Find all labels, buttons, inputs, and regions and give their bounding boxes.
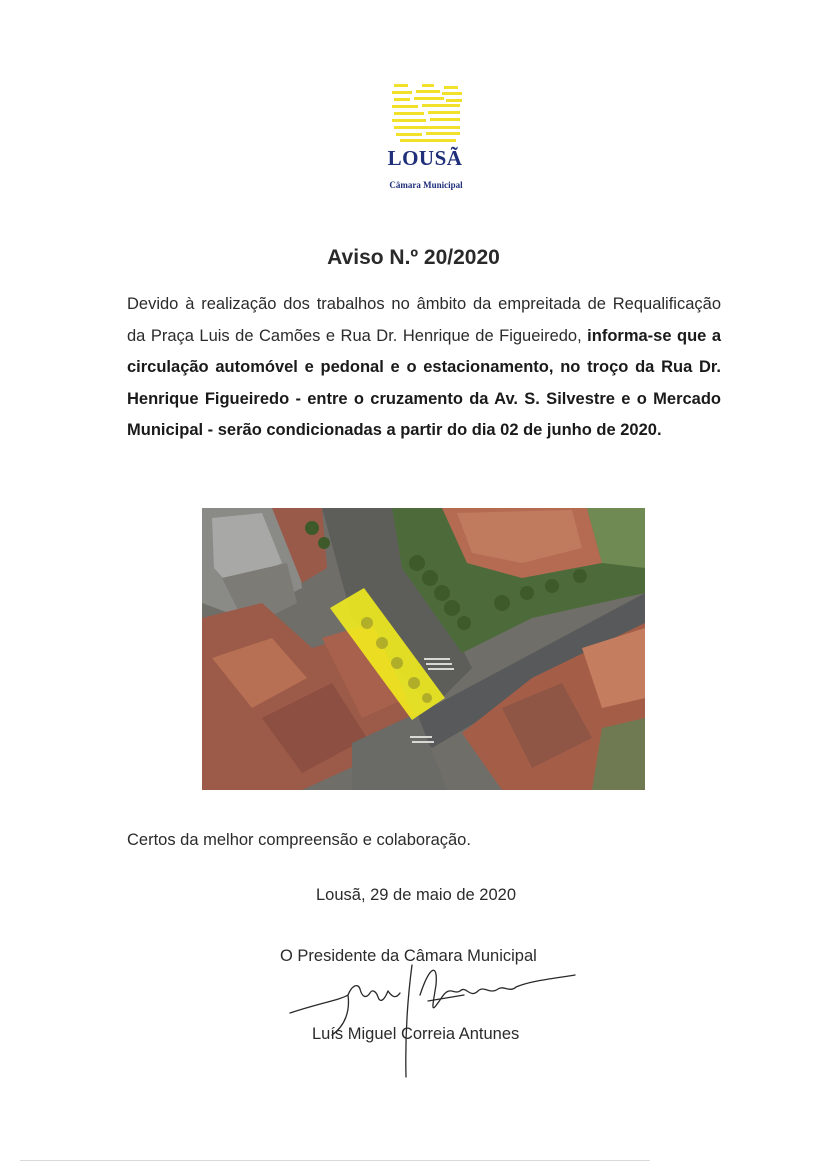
signatory-role: O Presidente da Câmara Municipal — [280, 947, 537, 965]
aerial-map-image — [202, 508, 645, 790]
handwritten-signature — [280, 955, 590, 1080]
paragraph-intro: Devido à realização dos trabalhos no âmbito da empreitada de Requalificação da Praça Luis de Camões e Rua Dr. Henrique de Figueiredo, — [127, 295, 721, 345]
logo-subtitle: Câmara Municipal — [389, 180, 463, 190]
place-date: Lousã, 29 de maio de 2020 — [316, 886, 516, 904]
closing-courtesy: Certos da melhor compreensão e colaboração. — [127, 831, 471, 849]
signatory-name: Luís Miguel Correia Antunes — [312, 1025, 520, 1043]
paragraph-bold: informa-se que a circulação automóvel e pedonal e o estacionamento, no troço da Rua Dr. Henrique Figueiredo - entre o cruzamento da Av. S. Silvestre e o Mercado Municipal - serão condicionadas a partir do dia 02 de junho de 2020. — [127, 326, 721, 439]
notice-title: Aviso N.º 20/2020 — [327, 246, 500, 269]
logo-name: LOUSÃ — [387, 146, 463, 170]
logo-stripes-icon — [386, 82, 466, 144]
footer-divider — [20, 1160, 650, 1161]
notice-paragraph — [127, 289, 721, 447]
municipality-logo — [380, 82, 472, 197]
